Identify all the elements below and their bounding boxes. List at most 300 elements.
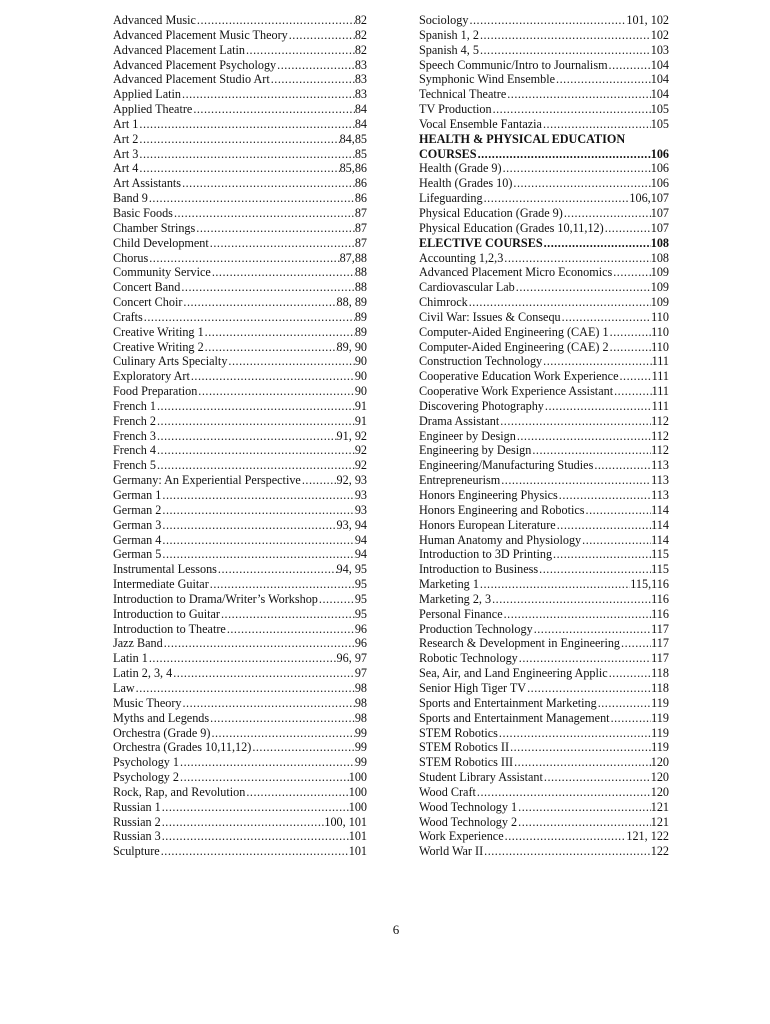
entry-page: 91 <box>354 413 367 428</box>
index-entry <box>113 518 367 533</box>
entry-title: Jazz Band <box>113 636 163 651</box>
entry-page: 84 <box>354 116 367 131</box>
index-entry <box>113 815 367 830</box>
entry-title: Computer-Aided Engineering (CAE) 2 <box>419 339 609 354</box>
entry-page: 90 <box>354 369 367 384</box>
dot-leader <box>161 488 354 503</box>
entry-page: 88 <box>354 265 367 280</box>
index-entry <box>113 414 367 429</box>
dot-leader <box>161 829 349 844</box>
dot-leader <box>609 340 652 355</box>
entry-title: STEM Robotics <box>419 725 498 740</box>
index-entry <box>113 251 367 266</box>
dot-leader <box>204 340 337 355</box>
index-entry <box>113 636 367 651</box>
entry-title: French 4 <box>113 443 156 458</box>
entry-page: 100 <box>348 784 367 799</box>
entry-title: Personal Finance <box>419 606 503 621</box>
entry-title: French 1 <box>113 398 156 413</box>
entry-title: Honors European Literature <box>419 517 556 532</box>
entry-page: 111 <box>651 398 669 413</box>
entry-title: Technical Theatre <box>419 87 507 102</box>
entry-title: Myths and Legends <box>113 710 210 725</box>
entry-title: Crafts <box>113 309 143 324</box>
entry-title: Art Assistants <box>113 176 182 191</box>
entry-page: 89, 90 <box>336 339 367 354</box>
dot-leader <box>209 711 355 726</box>
entry-title: ELECTIVE COURSES <box>419 235 543 250</box>
entry-title: Food Preparation <box>113 384 198 399</box>
index-entry <box>419 191 669 206</box>
index-entry <box>419 607 669 622</box>
entry-page: 114 <box>651 517 669 532</box>
entry-title: German 5 <box>113 547 162 562</box>
index-entry <box>419 829 669 844</box>
dot-leader <box>552 547 651 562</box>
index-entry <box>113 28 367 43</box>
dot-leader <box>503 251 650 266</box>
entry-title: Art 4 <box>113 161 139 176</box>
dot-leader <box>209 236 355 251</box>
entry-page: 104 <box>650 72 669 87</box>
dot-leader <box>161 815 325 830</box>
index-entry <box>113 325 367 340</box>
index-entry <box>113 800 367 815</box>
entry-page: 106 <box>650 176 669 191</box>
index-entry <box>419 147 669 162</box>
entry-page: 109 <box>650 265 669 280</box>
entry-page: 96 <box>354 621 367 636</box>
index-entry <box>419 325 669 340</box>
entry-title: Psychology 1 <box>113 755 180 770</box>
dot-leader <box>163 636 355 651</box>
entry-page: 89 <box>354 324 367 339</box>
index-entry <box>419 533 669 548</box>
index-entry <box>419 28 669 43</box>
entry-page: 83 <box>354 57 367 72</box>
entry-page: 102 <box>650 27 669 42</box>
entry-page: 87,88 <box>339 250 367 265</box>
dot-leader <box>544 399 652 414</box>
entry-title: Orchestra (Grades 10,11,12) <box>113 740 252 755</box>
index-entry <box>113 72 367 87</box>
dot-leader <box>195 221 355 236</box>
entry-title: Latin 2, 3, 4 <box>113 666 173 681</box>
entry-page: 117 <box>651 621 669 636</box>
entry-title: Production Technology <box>419 621 533 636</box>
index-entry <box>113 666 367 681</box>
dot-leader <box>197 384 355 399</box>
index-entry <box>113 429 367 444</box>
entry-page: 96 <box>354 636 367 651</box>
entry-page: 82 <box>354 27 367 42</box>
entry-title: Art 2 <box>113 131 139 146</box>
entry-title: Advanced Placement Studio Art <box>113 72 270 87</box>
entry-page: 100 <box>348 770 367 785</box>
entry-title: Psychology 2 <box>113 770 180 785</box>
index-entry <box>113 562 367 577</box>
index-entry <box>113 844 367 859</box>
index-entry <box>113 102 367 117</box>
entry-title: Entrepreneurism <box>419 473 501 488</box>
entry-title: Student Library Assistant <box>419 770 543 785</box>
entry-page: 121, 122 <box>626 829 669 844</box>
index-entry <box>113 651 367 666</box>
entry-title: Sculpture <box>113 844 160 859</box>
dot-leader <box>270 72 355 87</box>
entry-title: Concert Band <box>113 280 181 295</box>
entry-page: 92, 93 <box>336 473 367 488</box>
entry-title: Russian 2 <box>113 814 161 829</box>
dot-leader <box>608 58 651 73</box>
entry-page: 90 <box>354 354 367 369</box>
entry-title: Cooperative Work Experience Assistant <box>419 384 614 399</box>
entry-title: Band 9 <box>113 191 148 206</box>
entry-title: Sociology <box>419 13 469 27</box>
entry-page: 88 <box>354 280 367 295</box>
index-entry <box>419 132 669 147</box>
entry-title: Construction Technology <box>419 354 543 369</box>
entry-title: Creative Writing 1 <box>113 324 204 339</box>
index-entry <box>113 533 367 548</box>
entry-title: Exploratory Art <box>113 369 190 384</box>
index-entry <box>419 562 669 577</box>
index-entry <box>419 265 669 280</box>
dot-leader <box>531 443 651 458</box>
entry-title: German 4 <box>113 532 162 547</box>
entry-page: 95 <box>354 606 367 621</box>
index-entry <box>113 503 367 518</box>
index-entry <box>419 800 669 815</box>
index-entry <box>113 399 367 414</box>
entry-title: Russian 1 <box>113 799 161 814</box>
index-entry <box>113 547 367 562</box>
entry-page: 84,85 <box>339 131 367 146</box>
dot-leader <box>612 265 650 280</box>
entry-page: 117 <box>651 651 669 666</box>
index-entry <box>113 43 367 58</box>
entry-title: Drama Assistant <box>419 413 500 428</box>
entry-page: 111 <box>651 384 669 399</box>
entry-title: Robotic Technology <box>419 651 518 666</box>
entry-page: 118 <box>651 666 669 681</box>
entry-title: Advanced Music <box>113 13 196 27</box>
index-entry <box>419 711 669 726</box>
entry-title: Latin 1 <box>113 651 148 666</box>
entry-page: 99 <box>354 740 367 755</box>
entry-title: Art 1 <box>113 116 139 131</box>
dot-leader <box>509 740 651 755</box>
index-entry <box>113 58 367 73</box>
entry-title: Introduction to Guitar <box>113 606 220 621</box>
index-entry <box>419 844 669 859</box>
entry-page: 121 <box>650 814 669 829</box>
dot-leader <box>180 280 354 295</box>
entry-page: 119 <box>651 725 669 740</box>
index-entry <box>419 340 669 355</box>
dot-leader <box>182 295 336 310</box>
index-entry <box>419 785 669 800</box>
index-entry <box>419 354 669 369</box>
entry-page: 110 <box>651 339 669 354</box>
entry-title: Engineer by Design <box>419 428 516 443</box>
entry-title: Community Service <box>113 265 211 280</box>
entry-title: Wood Technology 1 <box>419 799 518 814</box>
index-entry <box>419 176 669 191</box>
dot-leader <box>555 72 651 87</box>
dot-leader <box>608 666 651 681</box>
index-entry <box>113 577 367 592</box>
entry-page: 101 <box>348 844 367 859</box>
index-entry <box>419 117 669 132</box>
index-entry <box>419 384 669 399</box>
index-entry <box>419 740 669 755</box>
entry-page: 109 <box>650 280 669 295</box>
entry-page: 113 <box>651 473 669 488</box>
dot-leader <box>498 726 651 741</box>
entry-title: Spanish 1, 2 <box>419 27 479 42</box>
entry-title: Law <box>113 680 135 695</box>
entry-title: Work Experience <box>419 829 504 844</box>
dot-leader <box>161 547 354 562</box>
dot-leader <box>538 562 651 577</box>
dot-leader <box>245 43 355 58</box>
dot-leader <box>512 176 650 191</box>
entry-title: Physical Education (Grade 9) <box>419 205 563 220</box>
index-entry <box>113 206 367 221</box>
index-entry <box>419 770 669 785</box>
dot-leader <box>138 147 354 162</box>
index-entry <box>113 711 367 726</box>
dot-leader <box>211 265 355 280</box>
entry-page: 93 <box>354 488 367 502</box>
index-entry <box>419 726 669 741</box>
index-entry <box>419 651 669 666</box>
entry-title: Research & Development in Engineering <box>419 636 621 651</box>
entry-page: 100, 101 <box>324 814 367 829</box>
entry-title: COURSES <box>419 146 477 161</box>
index-entry <box>113 161 367 176</box>
index-entry <box>113 726 367 741</box>
dot-leader <box>148 191 355 206</box>
entry-title: Health (Grades 10) <box>419 176 513 191</box>
entry-page: 113 <box>651 488 669 502</box>
dot-leader <box>209 577 355 592</box>
dot-leader <box>500 473 651 488</box>
dot-leader <box>301 473 337 488</box>
entry-title: Honors Engineering Physics <box>419 488 558 502</box>
dot-leader <box>181 87 355 102</box>
index-entry <box>113 488 367 503</box>
entry-page: 93 <box>354 502 367 517</box>
entry-title: Advanced Placement Latin <box>113 42 245 57</box>
entry-title: HEALTH & PHYSICAL EDUCATION <box>419 131 626 146</box>
entry-page: 106,107 <box>629 191 669 206</box>
entry-page: 115,116 <box>630 577 669 592</box>
entry-page: 104 <box>650 87 669 102</box>
entry-page: 82 <box>354 13 367 27</box>
entry-title: Advanced Placement Music Theory <box>113 27 288 42</box>
entry-page: 101, 102 <box>626 13 669 27</box>
dot-leader <box>160 844 349 859</box>
entry-title: Chorus <box>113 250 149 265</box>
dot-leader <box>217 562 337 577</box>
index-entry <box>419 13 669 28</box>
dot-leader <box>227 354 354 369</box>
index-entry <box>419 577 669 592</box>
dot-leader <box>483 844 651 859</box>
dot-leader <box>516 429 651 444</box>
dot-leader <box>476 785 651 800</box>
index-entry <box>113 592 367 607</box>
index-entry <box>113 340 367 355</box>
entry-title: TV Production <box>419 102 492 117</box>
entry-title: Wood Craft <box>419 784 476 799</box>
entry-title: Honors Engineering and Robotics <box>419 502 585 517</box>
dot-leader <box>192 102 355 117</box>
entry-title: Introduction to Drama/Writer’s Workshop <box>113 591 318 606</box>
index-entry <box>419 206 669 221</box>
dot-leader <box>161 518 336 533</box>
index-entry <box>419 696 669 711</box>
entry-page: 99 <box>354 755 367 770</box>
index-entry <box>419 102 669 117</box>
entry-page: 94 <box>354 532 367 547</box>
entry-title: Engineering/Manufacturing Studies <box>419 458 594 473</box>
entry-page: 111 <box>651 354 669 369</box>
dot-leader <box>517 815 651 830</box>
dot-leader <box>503 607 652 622</box>
entry-page: 100 <box>348 799 367 814</box>
index-entry <box>113 236 367 251</box>
entry-page: 91, 92 <box>336 428 367 443</box>
entry-title: Marketing 1 <box>419 577 479 592</box>
entry-title: Vocal Ensemble Fantazia <box>419 116 542 131</box>
dot-leader <box>499 414 651 429</box>
dot-leader <box>148 251 339 266</box>
dot-leader <box>156 443 355 458</box>
entry-title: French 2 <box>113 413 156 428</box>
index-entry <box>113 310 367 325</box>
dot-leader <box>558 488 651 503</box>
entry-title: STEM Robotics II <box>419 740 510 755</box>
dot-leader <box>479 43 651 58</box>
entry-title: Lifeguarding <box>419 191 483 206</box>
index-entry <box>419 414 669 429</box>
dot-leader <box>483 191 630 206</box>
dot-leader <box>618 369 651 384</box>
index-entry <box>419 58 669 73</box>
entry-page: 86 <box>354 176 367 191</box>
entry-page: 82 <box>354 42 367 57</box>
dot-leader <box>220 607 355 622</box>
entry-page: 118 <box>651 680 669 695</box>
entry-title: Health (Grade 9) <box>419 161 502 176</box>
entry-page: 112 <box>651 413 669 428</box>
dot-leader <box>468 295 651 310</box>
index-entry <box>419 592 669 607</box>
dot-leader <box>556 518 651 533</box>
entry-page: 94 <box>354 547 367 562</box>
entry-page: 85,86 <box>339 161 367 176</box>
dot-leader <box>179 755 355 770</box>
dot-leader <box>318 592 355 607</box>
entry-page: 87 <box>354 205 367 220</box>
entry-title: Marketing 2, 3 <box>419 591 492 606</box>
dot-leader <box>245 785 348 800</box>
entry-page: 115 <box>651 547 669 562</box>
dot-leader <box>585 503 652 518</box>
dot-leader <box>533 622 651 637</box>
entry-page: 96, 97 <box>336 651 367 666</box>
entry-title: Introduction to 3D Printing <box>419 547 553 562</box>
dot-leader <box>210 726 354 741</box>
index-entry <box>419 369 669 384</box>
dot-leader <box>156 414 355 429</box>
dot-leader <box>542 117 651 132</box>
entry-page: 95 <box>354 577 367 592</box>
dot-leader <box>593 458 651 473</box>
dot-leader <box>179 770 349 785</box>
entry-page: 112 <box>651 443 669 458</box>
entry-title: German 1 <box>113 488 162 502</box>
dot-leader <box>563 206 651 221</box>
index-entry <box>419 236 669 251</box>
entry-page: 101 <box>348 829 367 844</box>
index-entry <box>113 369 367 384</box>
index-entry <box>113 354 367 369</box>
index-entry <box>113 147 367 162</box>
dot-leader <box>143 310 355 325</box>
entry-page: 114 <box>651 502 669 517</box>
entry-page: 92 <box>354 443 367 458</box>
dot-leader <box>597 696 651 711</box>
entry-page: 106 <box>650 146 669 161</box>
index-entry <box>419 547 669 562</box>
entry-title: Advanced Placement Micro Economics <box>419 265 613 280</box>
entry-page: 121 <box>650 799 669 814</box>
dot-leader <box>543 770 651 785</box>
index-entry <box>113 443 367 458</box>
entry-page: 94, 95 <box>336 562 367 577</box>
index-entry <box>419 518 669 533</box>
index-entry <box>419 221 669 236</box>
dot-leader <box>468 13 626 28</box>
entry-title: Cooperative Education Work Experience <box>419 369 619 384</box>
entry-page: 84 <box>354 102 367 117</box>
entry-page: 83 <box>354 87 367 102</box>
dot-leader <box>190 369 355 384</box>
index-entry <box>113 87 367 102</box>
entry-title: Concert Choir <box>113 295 183 310</box>
entry-title: World War II <box>419 844 484 859</box>
dot-leader <box>161 503 354 518</box>
dot-leader <box>518 651 651 666</box>
dot-leader <box>561 310 652 325</box>
index-entry <box>419 473 669 488</box>
entry-title: Chimrock <box>419 295 468 310</box>
index-entry <box>419 443 669 458</box>
entry-page: 85 <box>354 146 367 161</box>
entry-page: 110 <box>651 324 669 339</box>
index-entry <box>419 815 669 830</box>
dot-leader <box>288 28 355 43</box>
entry-page: 119 <box>651 710 669 725</box>
entry-page: 105 <box>650 116 669 131</box>
dot-leader <box>479 577 630 592</box>
entry-title: Discovering Photography <box>419 398 544 413</box>
dot-leader <box>156 429 337 444</box>
